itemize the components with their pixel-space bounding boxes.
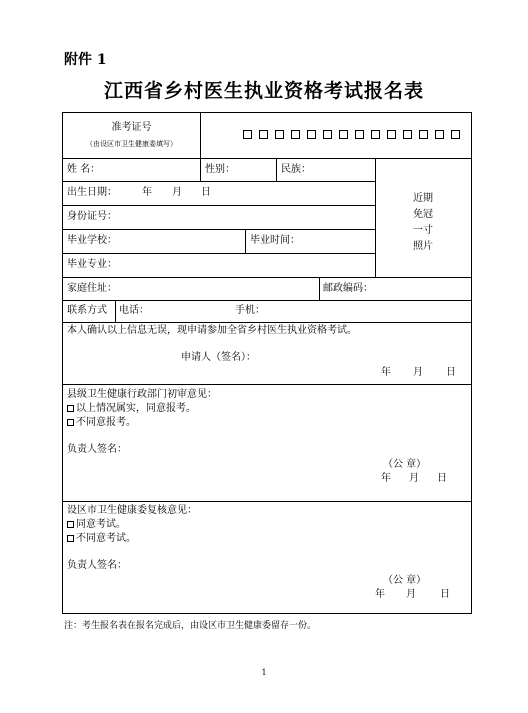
row-divider	[63, 300, 471, 301]
address-label: 家庭住址：	[67, 283, 117, 294]
exam-no-digit-box[interactable]	[307, 130, 316, 139]
registration-form	[62, 112, 472, 614]
row-divider	[63, 277, 471, 278]
row-divider	[63, 501, 471, 502]
county-seal: （公 章）	[383, 459, 427, 470]
city-seal: （公 章）	[383, 575, 427, 586]
county-option-agree[interactable]: 以上情况属实，同意报考。	[67, 403, 196, 415]
row-divider	[63, 253, 375, 254]
exam-no-digit-box[interactable]	[355, 130, 364, 139]
col-divider	[245, 229, 246, 253]
exam-no-digit-box[interactable]	[243, 130, 252, 139]
checkbox-icon[interactable]	[67, 535, 74, 542]
county-review-heading: 县级卫生健康行政部门初审意见：	[67, 389, 217, 400]
city-option-disagree[interactable]: 不同意考试。	[67, 533, 136, 545]
birth-day: 日	[201, 187, 211, 198]
declaration-month: 月	[413, 367, 423, 378]
col-divider	[200, 113, 201, 158]
checkbox-icon[interactable]	[67, 521, 74, 528]
birth-date-label: 出生日期：	[67, 187, 117, 198]
col-divider	[276, 158, 277, 181]
attachment-label: 附件 1	[64, 52, 107, 68]
contact-label: 联系方式	[67, 305, 107, 316]
name-label: 姓 名：	[67, 164, 101, 175]
ethnicity-label: 民族：	[281, 164, 311, 175]
footnote: 注：考生报名表在报名完成后，由设区市卫生健康委留存一份。	[64, 621, 317, 631]
exam-no-digit-box[interactable]	[339, 130, 348, 139]
county-day: 日	[437, 473, 447, 484]
exam-no-digit-box[interactable]	[323, 130, 332, 139]
exam-no-digit-box[interactable]	[371, 130, 380, 139]
city-month: 月	[406, 589, 416, 600]
row-divider	[63, 322, 471, 323]
form-title: 江西省乡村医生执业资格考试报名表	[103, 80, 424, 102]
exam-no-digit-box[interactable]	[435, 130, 444, 139]
applicant-signature-label: 申请人（签名）：	[181, 352, 256, 363]
col-divider	[319, 277, 320, 300]
county-year: 年	[381, 473, 391, 484]
exam-no-digit-box[interactable]	[275, 130, 284, 139]
city-review-heading: 设区市卫生健康委复核意见：	[67, 505, 197, 516]
mobile-label: 手机：	[235, 305, 265, 316]
checkbox-icon[interactable]	[67, 405, 74, 412]
gender-label: 性别：	[205, 164, 235, 175]
photo-placeholder: 近期 免冠 一寸 照片	[413, 193, 433, 252]
checkbox-icon[interactable]	[67, 419, 74, 426]
page-number: 1	[261, 668, 267, 677]
exam-no-digit-box[interactable]	[403, 130, 412, 139]
birth-month: 月	[172, 187, 182, 198]
county-month: 月	[409, 473, 419, 484]
county-signature-label: 负责人签名：	[67, 444, 127, 455]
exam-no-digit-box[interactable]	[291, 130, 300, 139]
exam-no-note: （由设区市卫生健康委填写）	[86, 140, 177, 148]
col-divider	[115, 300, 116, 322]
col-divider	[200, 158, 201, 181]
exam-no-digit-box[interactable]	[259, 130, 268, 139]
exam-no-digit-box[interactable]	[419, 130, 428, 139]
row-divider	[63, 384, 471, 385]
city-signature-label: 负责人签名：	[67, 560, 127, 571]
exam-no-digit-box[interactable]	[451, 130, 460, 139]
birth-year: 年	[142, 187, 152, 198]
major-label: 毕业专业：	[67, 259, 117, 270]
declaration-year: 年	[381, 367, 391, 378]
exam-no-digit-box[interactable]	[387, 130, 396, 139]
exam-no-boxes[interactable]	[243, 129, 467, 141]
declaration-text: 本人确认以上信息无误，现申请参加全省乡村医生执业资格考试。	[67, 325, 357, 336]
city-year: 年	[375, 589, 385, 600]
school-label: 毕业学校：	[67, 235, 117, 246]
city-day: 日	[440, 589, 450, 600]
id-number-label: 身份证号：	[67, 211, 117, 222]
row-divider	[63, 181, 375, 182]
row-divider	[63, 205, 375, 206]
row-divider	[63, 229, 375, 230]
graduation-time-label: 毕业时间：	[250, 235, 300, 246]
phone-label: 电话：	[119, 305, 149, 316]
postcode-label: 邮政编码：	[323, 283, 373, 294]
city-option-agree[interactable]: 同意考试。	[67, 519, 126, 531]
row-divider	[63, 158, 471, 159]
exam-no-label: 准考证号	[111, 122, 152, 133]
county-option-disagree[interactable]: 不同意报考。	[67, 417, 136, 429]
declaration-day: 日	[446, 367, 456, 378]
